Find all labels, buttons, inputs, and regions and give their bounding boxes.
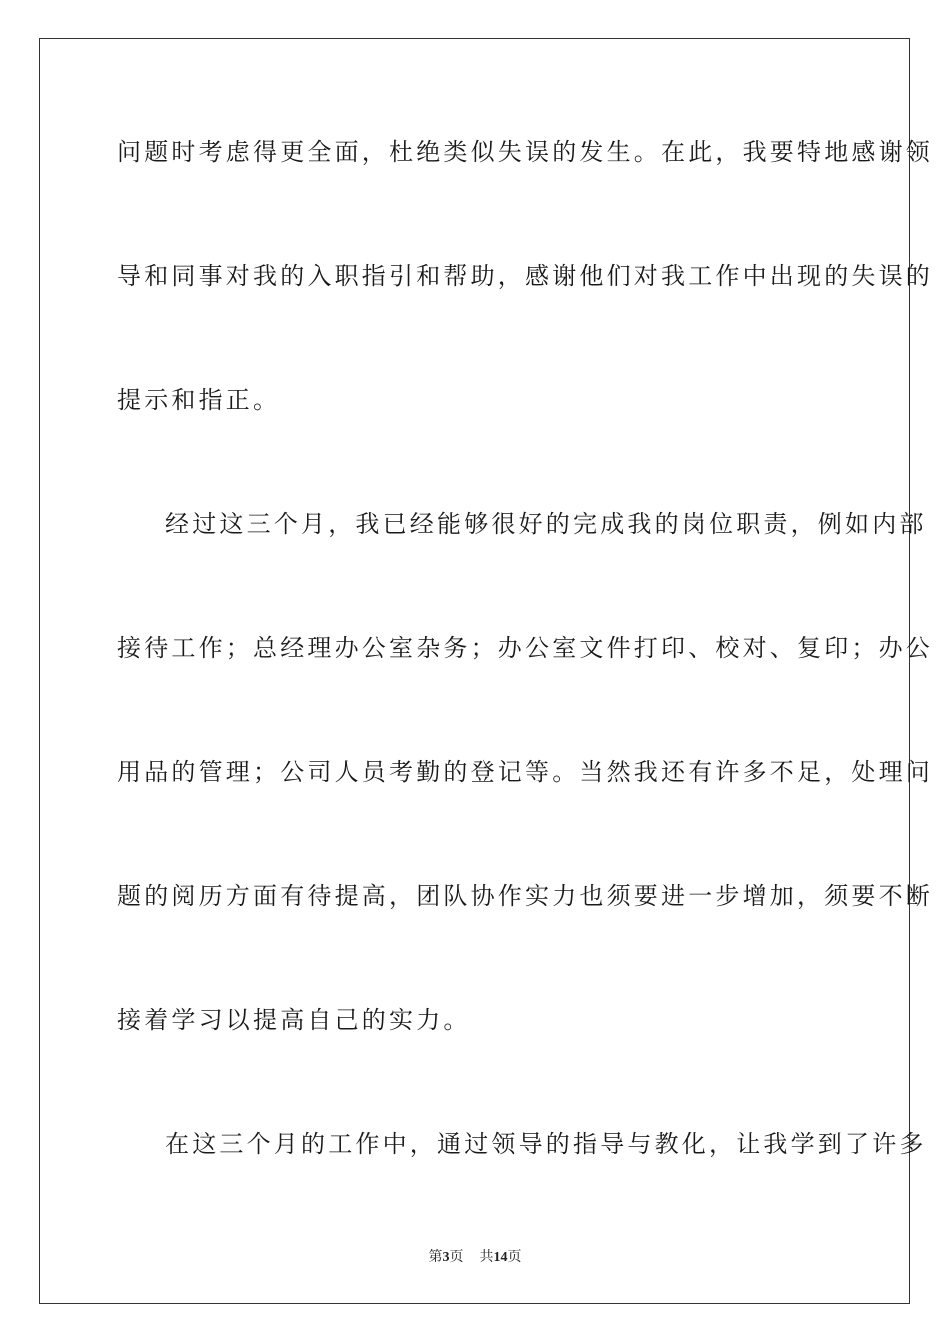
paragraph-line: 接着学习以提高自己的实力。: [117, 1006, 471, 1034]
page-number: 3: [442, 1250, 450, 1265]
paragraph-line: 问题时考虑得更全面，杜绝类似失误的发生。在此，我要特地感谢领: [117, 138, 933, 166]
total-pages-suffix: 页: [507, 1250, 522, 1265]
page-border: [39, 38, 933, 1304]
paragraph-line: 接待工作；总经理办公室杂务；办公室文件打印、校对、复印；办公: [117, 634, 933, 662]
total-pages-prefix: 共: [479, 1250, 494, 1265]
paragraph-line: 题的阅历方面有待提高，团队协作实力也须要进一步增加，须要不断: [117, 882, 933, 910]
paragraph-line: 在这三个月的工作中，通过领导的指导与教化，让我学到了许多: [165, 1130, 927, 1158]
page-footer: [0, 1246, 950, 1266]
page-number-suffix: 页: [449, 1250, 464, 1265]
paragraph-line: 经过这三个月，我已经能够很好的完成我的岗位职责，例如内部: [165, 510, 927, 538]
total-pages: 14: [493, 1250, 508, 1265]
page-number-prefix: 第: [428, 1250, 443, 1265]
paragraph-line: 导和同事对我的入职指引和帮助，感谢他们对我工作中出现的失误的: [117, 262, 933, 290]
paragraph-line: 提示和指正。: [117, 386, 281, 414]
paragraph-line: 用品的管理；公司人员考勤的登记等。当然我还有许多不足，处理问: [117, 758, 933, 786]
